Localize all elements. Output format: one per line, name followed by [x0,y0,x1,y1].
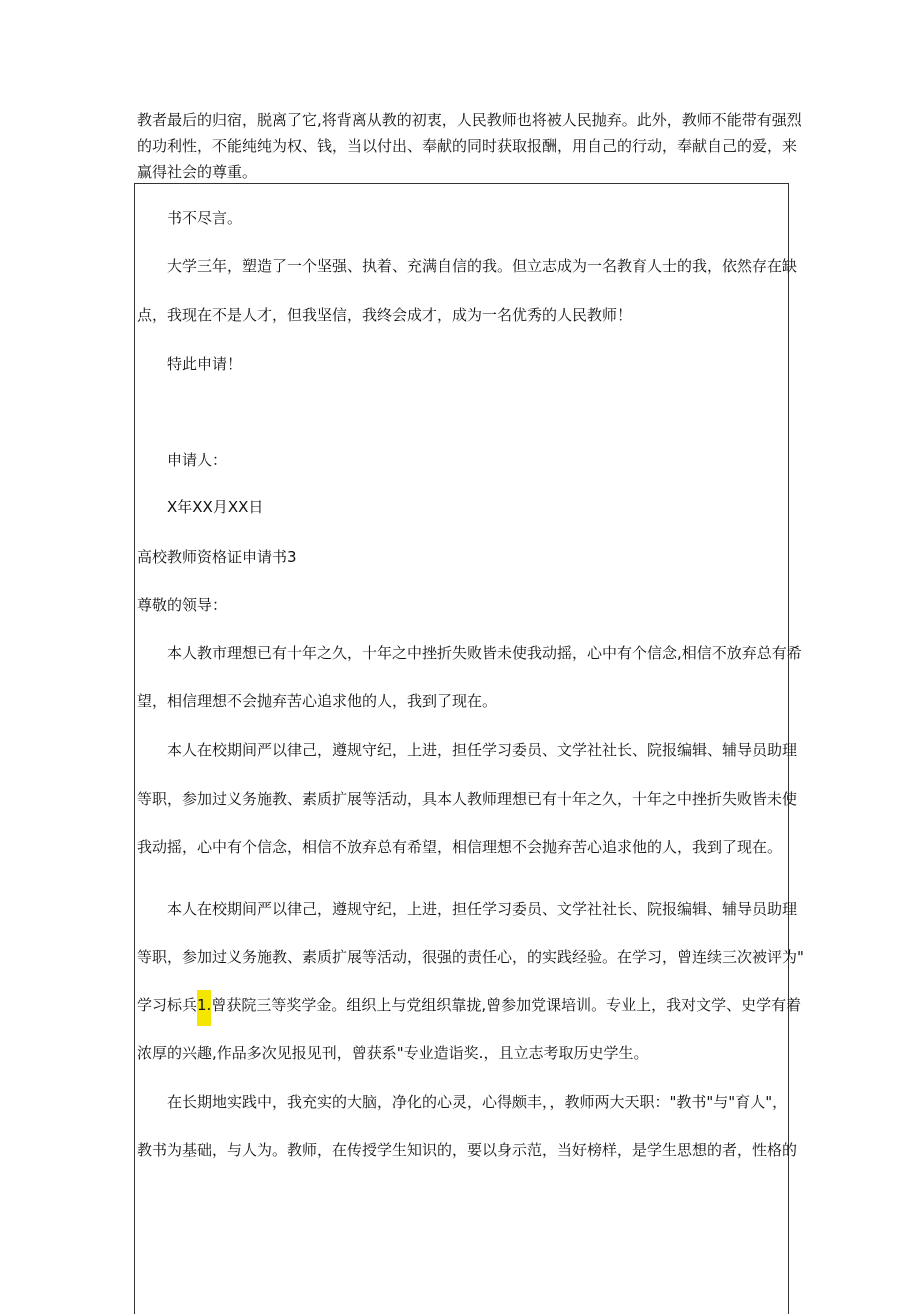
p4-line-2: 教书为基础，与人为。教师，在传授学生知识的，要以身示范，当好榜样，是学生思想的者，性格的 [137,1141,798,1159]
closing-request: 特此申请！ [167,355,243,373]
date-line: X年XX月XX日 [167,498,264,516]
intro-line-3: 赢得社会的尊重。 [137,163,258,181]
p1-line-2: 望，相信理想不会抛弃苦心追求他的人，我到了现在。 [137,692,498,710]
p3-line-2: 等职，参加过义务施教、素质扩展等活动，很强的责任心，的实践经验。在学习，曾连续三次被评为" [137,948,804,966]
p3-line-1: 本人在校期间严以律己，遵规守纪，上进，担任学习委员、文学社社长、院报编辑、辅导员助理 [167,900,798,918]
section-title: 高校教师资格证申请书3 [137,548,297,566]
applicant-label: 申请人： [167,451,228,469]
p1-line-1: 本人教市理想已有十年之久，十年之中挫折失败皆未使我动摇，心中有个信念,相信不放弃总有希 [167,644,802,662]
para1-line-1: 大学三年，塑造了一个坚强、执着、充满自信的我。但立志成为一名教育人士的我，依然存在缺 [167,257,798,275]
para1-line-2: 点，我现在不是人才，但我坚信，我终会成才，成为一名优秀的人民教师！ [137,306,633,324]
salutation: 尊敬的领导： [137,596,228,614]
p3-line-3-start: 学习标兵 [137,996,198,1014]
p2-line-2: 等职，参加过义务施教、素质扩展等活动，具本人教师理想已有十年之久，十年之中挫折失败皆未使 [137,790,798,808]
p3-line-3 [137,995,801,1015]
highlight-mark: 1. [197,990,211,1026]
p2-line-1: 本人在校期间严以律己，遵规守纪，上进，担任学习委员、文学社社长、院报编辑、辅导员助理 [167,741,798,759]
closing-remark: 书不尽言。 [167,209,243,227]
intro-line-1: 教者最后的归宿，脱离了它,将背离从教的初衷，人民教师也将被人民抛弃。此外，教师不能带有强烈 [137,111,802,129]
p3-line-4: 浓厚的兴趣,作品多次见报见刊，曾获系"专业造诣奖.，且立志考取历史学生。 [137,1044,649,1062]
p4-line-1: 在长期地实践中，我充实的大脑，净化的心灵，心得颇丰，，教师两大天职："教书"与"育人"， [167,1093,788,1111]
intro-line-2: 的功利性，不能纯纯为权、钱，当以付出、奉献的同时获取报酬，用自己的行动，奉献自己的爱，来 [137,137,798,155]
p3-line-3-end: 曾获院三等奖学金。组织上与党组织靠拢,曾参加党课培训。专业上，我对文学、史学有着 [211,996,802,1014]
p2-line-3: 我动摇，心中有个信念，相信不放弃总有希望，相信理想不会抛弃苦心追求他的人，我到了现在。 [137,838,783,856]
